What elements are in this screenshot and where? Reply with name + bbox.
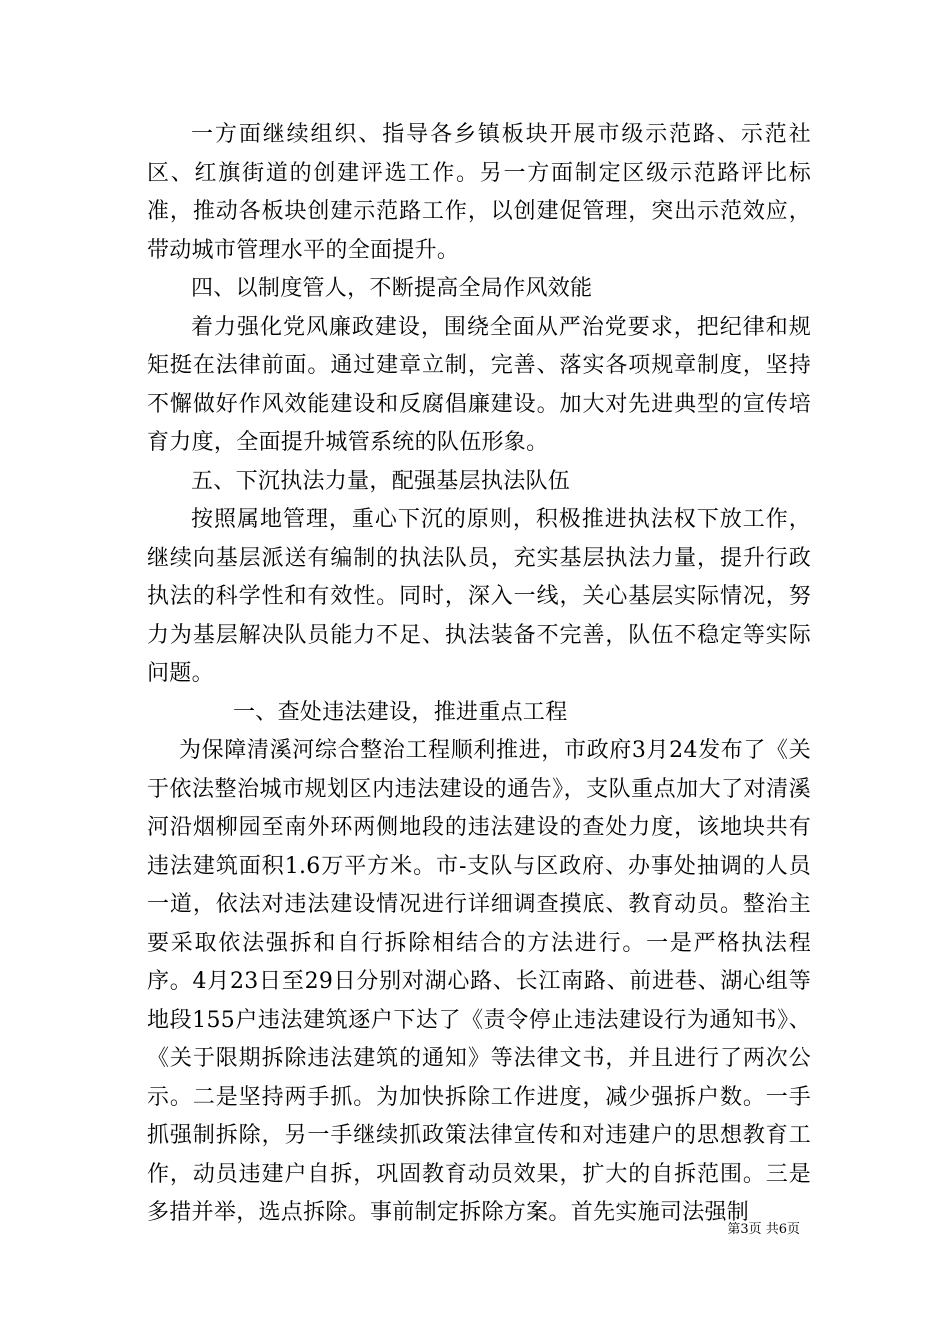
paragraph-demonstration-roads: 一方面继续组织、指导各乡镇板块开展市级示范路、示范社区、红旗街道的创建评选工作。另一方面制定区级示范路评比标准，推动各板块创建示范路工作，以创建促管理，突出示范效应，带动城市管理水平的全面提升。 bbox=[147, 122, 811, 263]
paragraph-grassroots-enforcement: 按照属地管理，重心下沉的原则，积极推进执法权下放工作，继续向基层派送有编制的执法队员，充实基层执法力量，提升行政执法的科学性和有效性。同时，深入一线，关心基层实际情况，努力为基层解决队员能力不足、执法装备不完善，队伍不稳定等实际问题。 bbox=[147, 507, 811, 686]
section-heading-one: 一、查处违法建设，推进重点工程 bbox=[233, 699, 568, 725]
paragraph-illegal-construction: 为保障清溪河综合整治工程顺利推进，市政府3月24发布了《关于依法整治城市规划区内违法建设的通告》，支队重点加大了对清溪河沿烟柳园至南外环两侧地段的违法建设的查处力度，该地块共有违法建筑面积1.6万平方米。市-支队与区政府、办事处抽调的人员一道，依法对违法建设情况进行详细调查摸底、教育动员。整治主要采取依法强拆和自行拆除相结合的方法进行。一是严格执法程序。4月23日至29日分别对湖心路、长江南路、前进巷、湖心组等地段155户违法建筑逐户下达了《责令停止违法建设行为通知书》、《关于限期拆除违法建筑的通知》等法律文书，并且进行了两次公示。二是坚持两手抓。为加快拆除工作进度，减少强拆户数。一手抓强制拆除，另一手继续抓政策法律宣传和对违建户的思想教育工作，动员违建户自拆，巩固教育动员效果，扩大的自拆范围。三是多措并举，选点拆除。事前制定拆除方案。首先实施司法强制 bbox=[147, 738, 811, 1225]
page-number-footer: 第3页 共6页 bbox=[727, 1222, 800, 1237]
section-heading-four: 四、以制度管人，不断提高全局作风效能 bbox=[191, 276, 593, 301]
section-heading-five: 五、下沉执法力量，配强基层执法队伍 bbox=[191, 468, 571, 494]
paragraph-party-conduct: 着力强化党风廉政建设，围绕全面从严治党要求，把纪律和规矩挺在法律前面。通过建章立制，完善、落实各项规章制度，坚持不懈做好作风效能建设和反腐倡廉建设。加大对先进典型的宣传培育力度，全面提升城管系统的队伍形象。 bbox=[147, 314, 811, 455]
document-body bbox=[147, 116, 811, 1233]
